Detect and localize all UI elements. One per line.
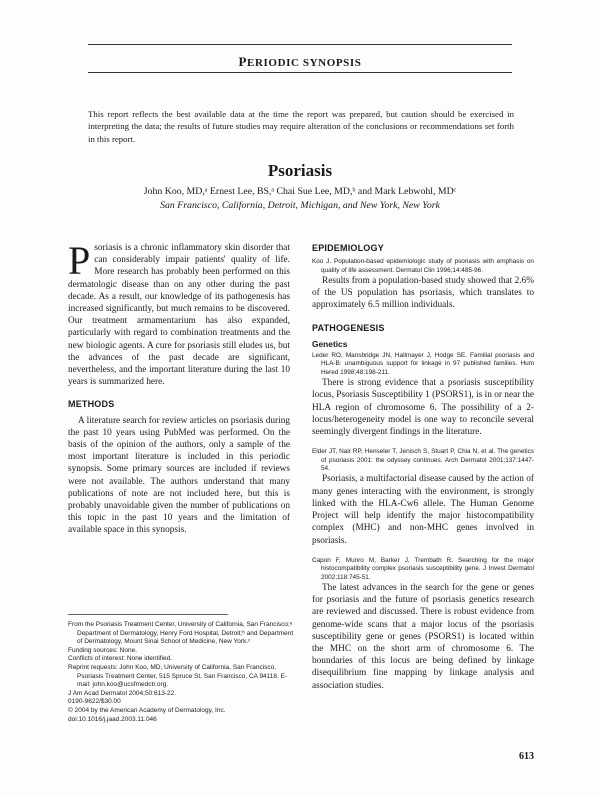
header-rule: [88, 72, 512, 73]
genetics-paragraph-1: There is strong evidence that a psoriasis susceptibility locus, Psoriasis Susceptibility 1 (PSORS1), is in or near the HLA region of chromosome 6. The possibility of a 2-locus/heterogeneity model is one way to reconcile several seemingly divergent findings in the literature.: [312, 378, 534, 438]
footnote-rule: [68, 614, 228, 615]
section-label: [88, 54, 512, 70]
section-label-rest: ERIODIC SYNOPSIS: [247, 57, 362, 69]
footnote-reprints: Reprint requests: John Koo, MD, University of California, San Francisco, Psoriasis Treatment Center, 515 Spruce St, San Francisco, CA 94118. E-mail: john.koo@ucsfmedctr.org.: [68, 663, 288, 689]
genetics-paragraph-2: Psoriasis, a multifactorial disease caused by the action of many genes interacting with the environment, is strongly linked with the HLA-Cw6 allele. The Human Genome Project will help identify the major histocompatibility complex (MHC) and non-MHC genes involved in psoriasis.: [312, 474, 534, 546]
top-rule: [88, 44, 512, 45]
footnote-issn: 0190-9622/$30.00: [68, 698, 121, 706]
section-label-initial: P: [238, 54, 248, 69]
footnote-copyright: © 2004 by the American Academy of Dermatology, Inc.: [68, 706, 226, 714]
footnote-affiliations: From the Psoriasis Treatment Center, University of California, San Francisco;ᵃ Department of Dermatology, Henry Ford Hospital, Detroit;ᵇ and Department of Dermatology, Mount Sinai School of Medicine, New York.ᶜ: [68, 621, 294, 646]
right-column: [312, 242, 534, 692]
affiliation-line: San Francisco, California, Detroit, Michigan, and New York, New York: [160, 200, 440, 211]
genetics-paragraph-3: The latest advances in the search for the gene or genes for psoriasis and the future of psoriasis genetics research are reviewed and discussed. There is robust evidence from genome-wide scans that a major locus of the psoriasis susceptibility gene or genes (PSORS1) is located within the MHC on the short arm of chromosome 6. The boundaries of this locus are being defined by linkage disequilibrium fine mapping by linkage analysis and association studies.: [312, 582, 534, 691]
footnote-journal: J Am Acad Dermatol 2004;50:613-22.: [68, 689, 177, 697]
intro-text: soriasis is a chronic inflammatory skin disorder that can considerably impair patients' quality of life. More research has probably been performed on this dermatologic disease than on any other during the past decade. As a result, our knowledge of its pathogenesis has increased significantly, but much remains to be discovered. Our treatment armamentarium has also expanded, particularly with regard to combination treatments and the new biologic agents. A cure for psoriasis still eludes us, but the advances of the past decade are significant, nevertheless, and the important literature during the last 10 years is summarized here.: [68, 243, 290, 388]
page-number: 613: [519, 751, 534, 762]
intro-paragraph: [68, 238, 290, 388]
methods-paragraph: A literature search for review articles on psoriasis during the past 10 years using PubMed was performed. On the basis of the opinion of the authors, only a sample of the most important literature is included in this periodic synopsis. Some primary sources are included if reviews were not available. The authors understand that many publications of note are not included here, but this is probably unavoidable given the number of publications on this topic in the past 10 years and the limitation of available space in this synopsis.: [68, 415, 290, 536]
left-column: [68, 238, 290, 537]
pathogenesis-heading: PATHOGENESIS: [312, 322, 385, 333]
epidemiology-heading: EPIDEMIOLOGY: [312, 243, 384, 253]
author-list: John Koo, MD,ᵃ Ernest Lee, BS,ᵃ Chai Sue Lee, MD,ᵇ and Mark Lebwohl, MDᶜ: [143, 186, 457, 197]
reference-koo: Koo J. Population-based epidemiologic study of psoriasis with emphasis on quality of life assessment. Dermatol Clin 1996;14:485-96.: [312, 258, 534, 274]
footnotes: [68, 614, 296, 724]
footnote-doi: doi:10.1016/j.jaad.2003.11.046: [68, 715, 157, 723]
epidemiology-paragraph: Results from a population-based study showed that 2.6% of the US population has psoriasis, which translates to approximately 6.5 million individuals.: [312, 276, 534, 311]
methods-heading: METHODS: [68, 399, 115, 410]
reference-leder: Leder RO, Mansbridge JN, Hallmayer J, Hodge SE. Familial psoriasis and HLA-B: unambiguous support for linkage in 97 published families. Hum Hered 1998;48:198-211.: [312, 352, 534, 376]
genetics-subheading: Genetics: [312, 338, 348, 349]
footnote-funding: Funding sources: None.: [68, 646, 138, 654]
drop-cap: P: [68, 238, 91, 283]
disclaimer: This report reflects the best available data at the time the report was prepared, but caution should be exercised in interpreting the data; the results of future studies may require alteration of the conclusions or recommendations set forth in this report.: [88, 109, 514, 144]
reference-elder: Elder JT, Nair RP, Henseler T, Jenisch S, Stuart P, Chia N, et al. The genetics of psoriasis 2001: the odyssey continues. Arch Dermatol 2001;137:1447-54.: [312, 448, 534, 473]
footnote-conflicts: Conflicts of interest: None identified.: [68, 655, 173, 663]
article-title: Psoriasis: [267, 161, 333, 180]
reference-capon: Capon F, Munro M, Barker J, Trembath R. Searching for the major histocompatibility complex psoriasis susceptibility gene. J Invest Dermatol 2002;118:745-51.: [312, 556, 534, 581]
